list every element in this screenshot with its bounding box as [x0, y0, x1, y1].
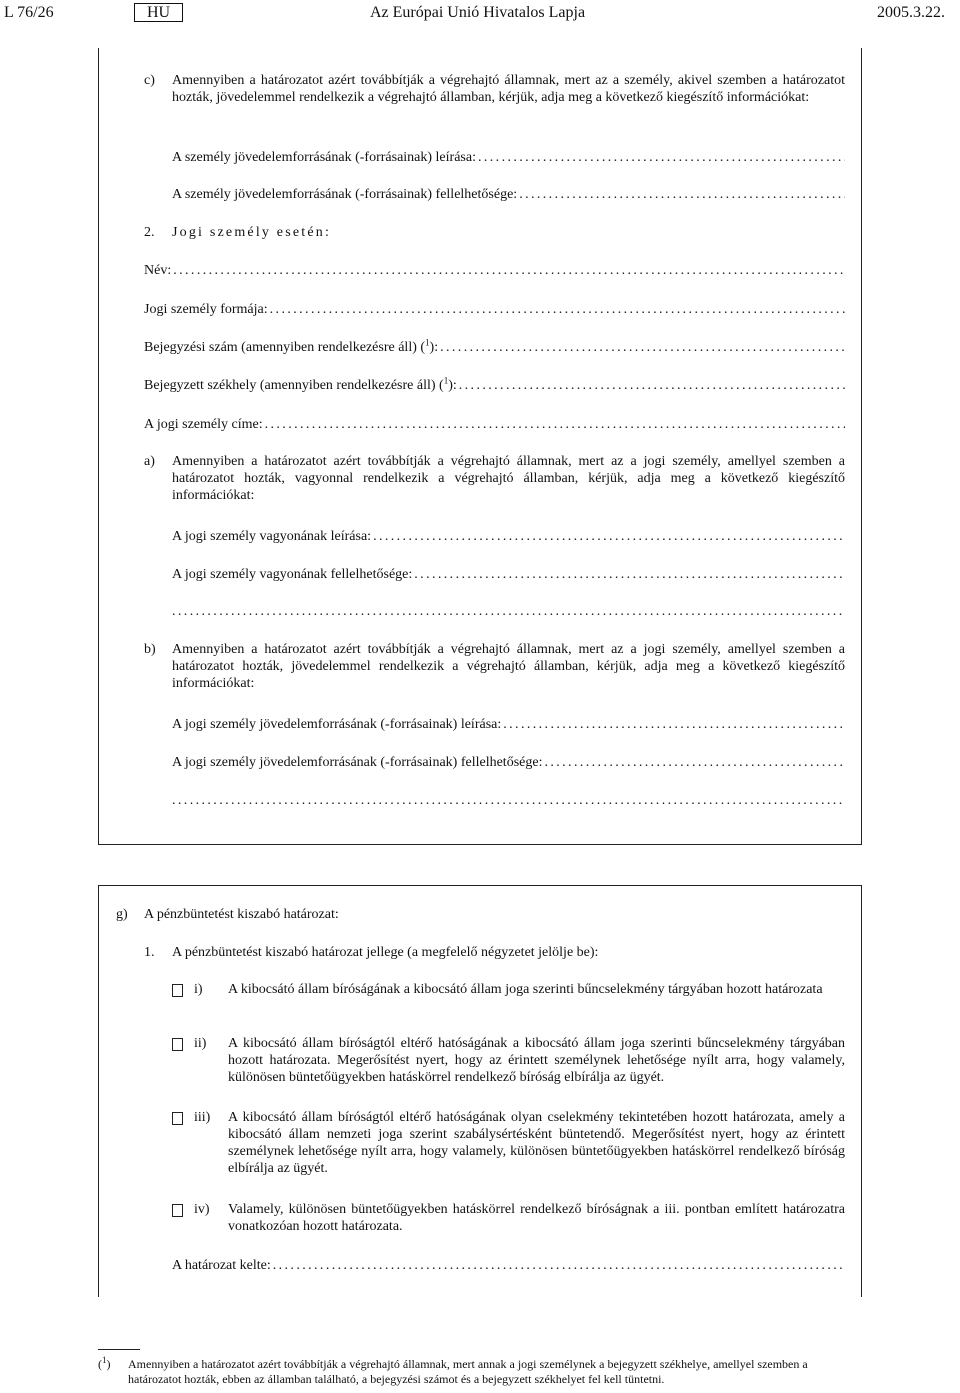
option-ii-checkbox[interactable]	[172, 1038, 183, 1051]
fill-line	[273, 1257, 845, 1274]
item-a-text: Amennyiben a határozatot azért továbbítják a végrehajtó államnak, mert az a jogi személy, amellyel szemben a határozatot hozták, vagyonnal rendelkezik a végrehajtó államban, kérjük, adja meg a következő kiegészítő információkat:	[172, 454, 845, 503]
option-i-text: A kibocsátó állam bíróságának a kibocsátó állam joga szerinti bűncselekmény tárgyában hozott határozata	[228, 982, 823, 997]
fill-line	[173, 262, 845, 279]
person-income-location-field[interactable]	[172, 186, 845, 204]
registered-seat-field[interactable]	[144, 377, 845, 395]
footnote-separator	[98, 1349, 140, 1350]
publication-date: 2005.3.22.	[877, 4, 945, 21]
item-b-marker: b)	[144, 642, 156, 657]
assets-description-field[interactable]	[172, 528, 845, 546]
fill-line	[544, 754, 845, 771]
option-iii-checkbox[interactable]	[172, 1112, 183, 1125]
assets-location-continuation-line[interactable]	[172, 603, 845, 621]
item-c-text: Amennyiben a határozatot azért továbbítják a végrehajtó államnak, mert az a személy, akivel szemben a határozatot hozták, jövedelemmel rendelkezik a végrehajtó államban, kérjük, adja meg a következő kiegészítő információkat:	[172, 73, 845, 105]
option-iii-number: iii)	[194, 1110, 211, 1125]
box1-bottom-border	[98, 844, 862, 845]
fill-line	[440, 339, 845, 356]
journal-title: Az Európai Unió Hivatalos Lapja	[370, 4, 586, 21]
field-label: A személy jövedelemforrásának (-forrásainak) leírása:	[172, 150, 476, 165]
legal-income-description-field[interactable]	[172, 716, 845, 734]
field-label: Jogi személy formája:	[144, 302, 268, 317]
assets-location-field[interactable]	[172, 566, 845, 584]
decision-date-field[interactable]	[172, 1257, 845, 1275]
item-1-number: 1.	[144, 945, 155, 960]
legal-income-continuation-line[interactable]	[172, 792, 845, 810]
language-code	[134, 3, 183, 23]
footnote-ref: 1	[443, 377, 449, 386]
item-g-marker: g)	[116, 907, 128, 922]
page-reference: L 76/26	[4, 4, 54, 21]
field-label: A jogi személy vagyonának leírása:	[172, 529, 372, 544]
option-iv-text: Valamely, különösen büntetőügyekben hatáskörrel rendelkező bíróságnak a iii. pontban említett határozatra vonatkozóan hozott határozata.	[228, 1202, 845, 1234]
field-label: A jogi személy vagyonának fellelhetősége:	[172, 567, 413, 582]
fill-line	[265, 416, 845, 433]
field-label: Név:	[144, 263, 172, 278]
fill-line	[414, 566, 845, 583]
footnote-marker: ($^1$)	[98, 1355, 111, 1371]
fill-line	[373, 528, 845, 545]
field-label: A jogi személy jövedelemforrásának (-forrásainak) leírása:	[172, 717, 502, 732]
option-i-checkbox[interactable]	[172, 984, 183, 997]
option-iii-text: A kibocsátó állam bíróságtól eltérő hatóságának olyan cselekmény tekintetében hozott határozata, amely a kibocsátó állam nemzeti joga szerint szabálysértésként büntetendő. Megerősítést nyert, hogy az érintett személynek lehetősége nyílt arra, hogy valamely, különösen büntetőügyekben hatáskörrel rendelkező bíróság elbírálja az ügyét.	[228, 1110, 845, 1176]
item-a-marker: a)	[144, 454, 155, 469]
field-label: Bejegyzési szám (amennyiben rendelkezésre áll) ($^1$):	[144, 339, 439, 355]
legal-income-location-field[interactable]	[172, 754, 845, 772]
option-iv-number: iv)	[194, 1202, 210, 1217]
box2-top-border	[98, 885, 862, 886]
item-1-text: A pénzbüntetést kiszabó határozat jellege (a megfelelő négyzetet jelölje be):	[172, 945, 599, 960]
section-2-title: Jogi személy esetén:	[172, 225, 332, 240]
footnote-text: Amennyiben a határozatot azért továbbítják a végrehajtó államnak, mert annak a jogi személynek a bejegyzett székhelye, amellyel szemben a határozatot hozták, ebben az államban található, a bejegyzési számot és a bejegyzett székhelyet fel kell tüntetni.	[128, 1357, 808, 1386]
legal-form-field[interactable]	[144, 301, 845, 319]
name-field[interactable]	[144, 262, 845, 280]
option-i-number: i)	[194, 982, 203, 997]
item-g-title: A pénzbüntetést kiszabó határozat:	[144, 907, 339, 922]
footnote-ref: 1	[425, 339, 430, 348]
item-b-text: Amennyiben a határozatot azért továbbítják a végrehajtó államnak, mert az a jogi személy, amellyel szemben a határozatot hozták, jövedelemmel rendelkezik a végrehajtó államban, kérjük, adja meg a következő kiegészítő információkat:	[172, 642, 845, 691]
address-field[interactable]	[144, 416, 845, 434]
option-iv-checkbox[interactable]	[172, 1204, 183, 1217]
field-label: A személy jövedelemforrásának (-forrásainak) fellelhetősége:	[172, 187, 518, 202]
section-2-number: 2.	[144, 225, 155, 240]
fill-line	[519, 186, 845, 203]
box1-left-border	[98, 48, 99, 845]
option-ii-text: A kibocsátó állam bíróságtól eltérő hatóságának a kibocsátó állam joga szerinti bűncselekmény tárgyában hozott határozata. Megerősítést nyert, hogy az érintett személynek lehetősége nyílt arra, hogy valamely, különösen büntetőügyekben hatáskörrel rendelkező bíróság elbírálja az ügyét.	[228, 1036, 845, 1085]
box1-right-border	[861, 48, 862, 845]
fill-line	[270, 301, 845, 318]
language-code-box: HU	[134, 3, 183, 22]
box2-right-border	[861, 885, 862, 1297]
box2-left-border	[98, 885, 99, 1297]
fill-line	[478, 149, 845, 166]
registration-number-field[interactable]	[144, 339, 845, 357]
field-label: A határozat kelte:	[172, 1258, 271, 1273]
fill-line	[503, 716, 845, 733]
fill-line	[459, 377, 845, 394]
person-income-description-field[interactable]	[172, 149, 845, 167]
field-label: A jogi személy címe:	[144, 417, 263, 432]
field-label: Bejegyzett székhely (amennyiben rendelkezésre áll) ($^1$):	[144, 377, 457, 393]
item-c-marker: c)	[144, 73, 155, 88]
field-label: A jogi személy jövedelemforrásának (-forrásainak) fellelhetősége:	[172, 755, 543, 770]
option-ii-number: ii)	[194, 1036, 207, 1051]
